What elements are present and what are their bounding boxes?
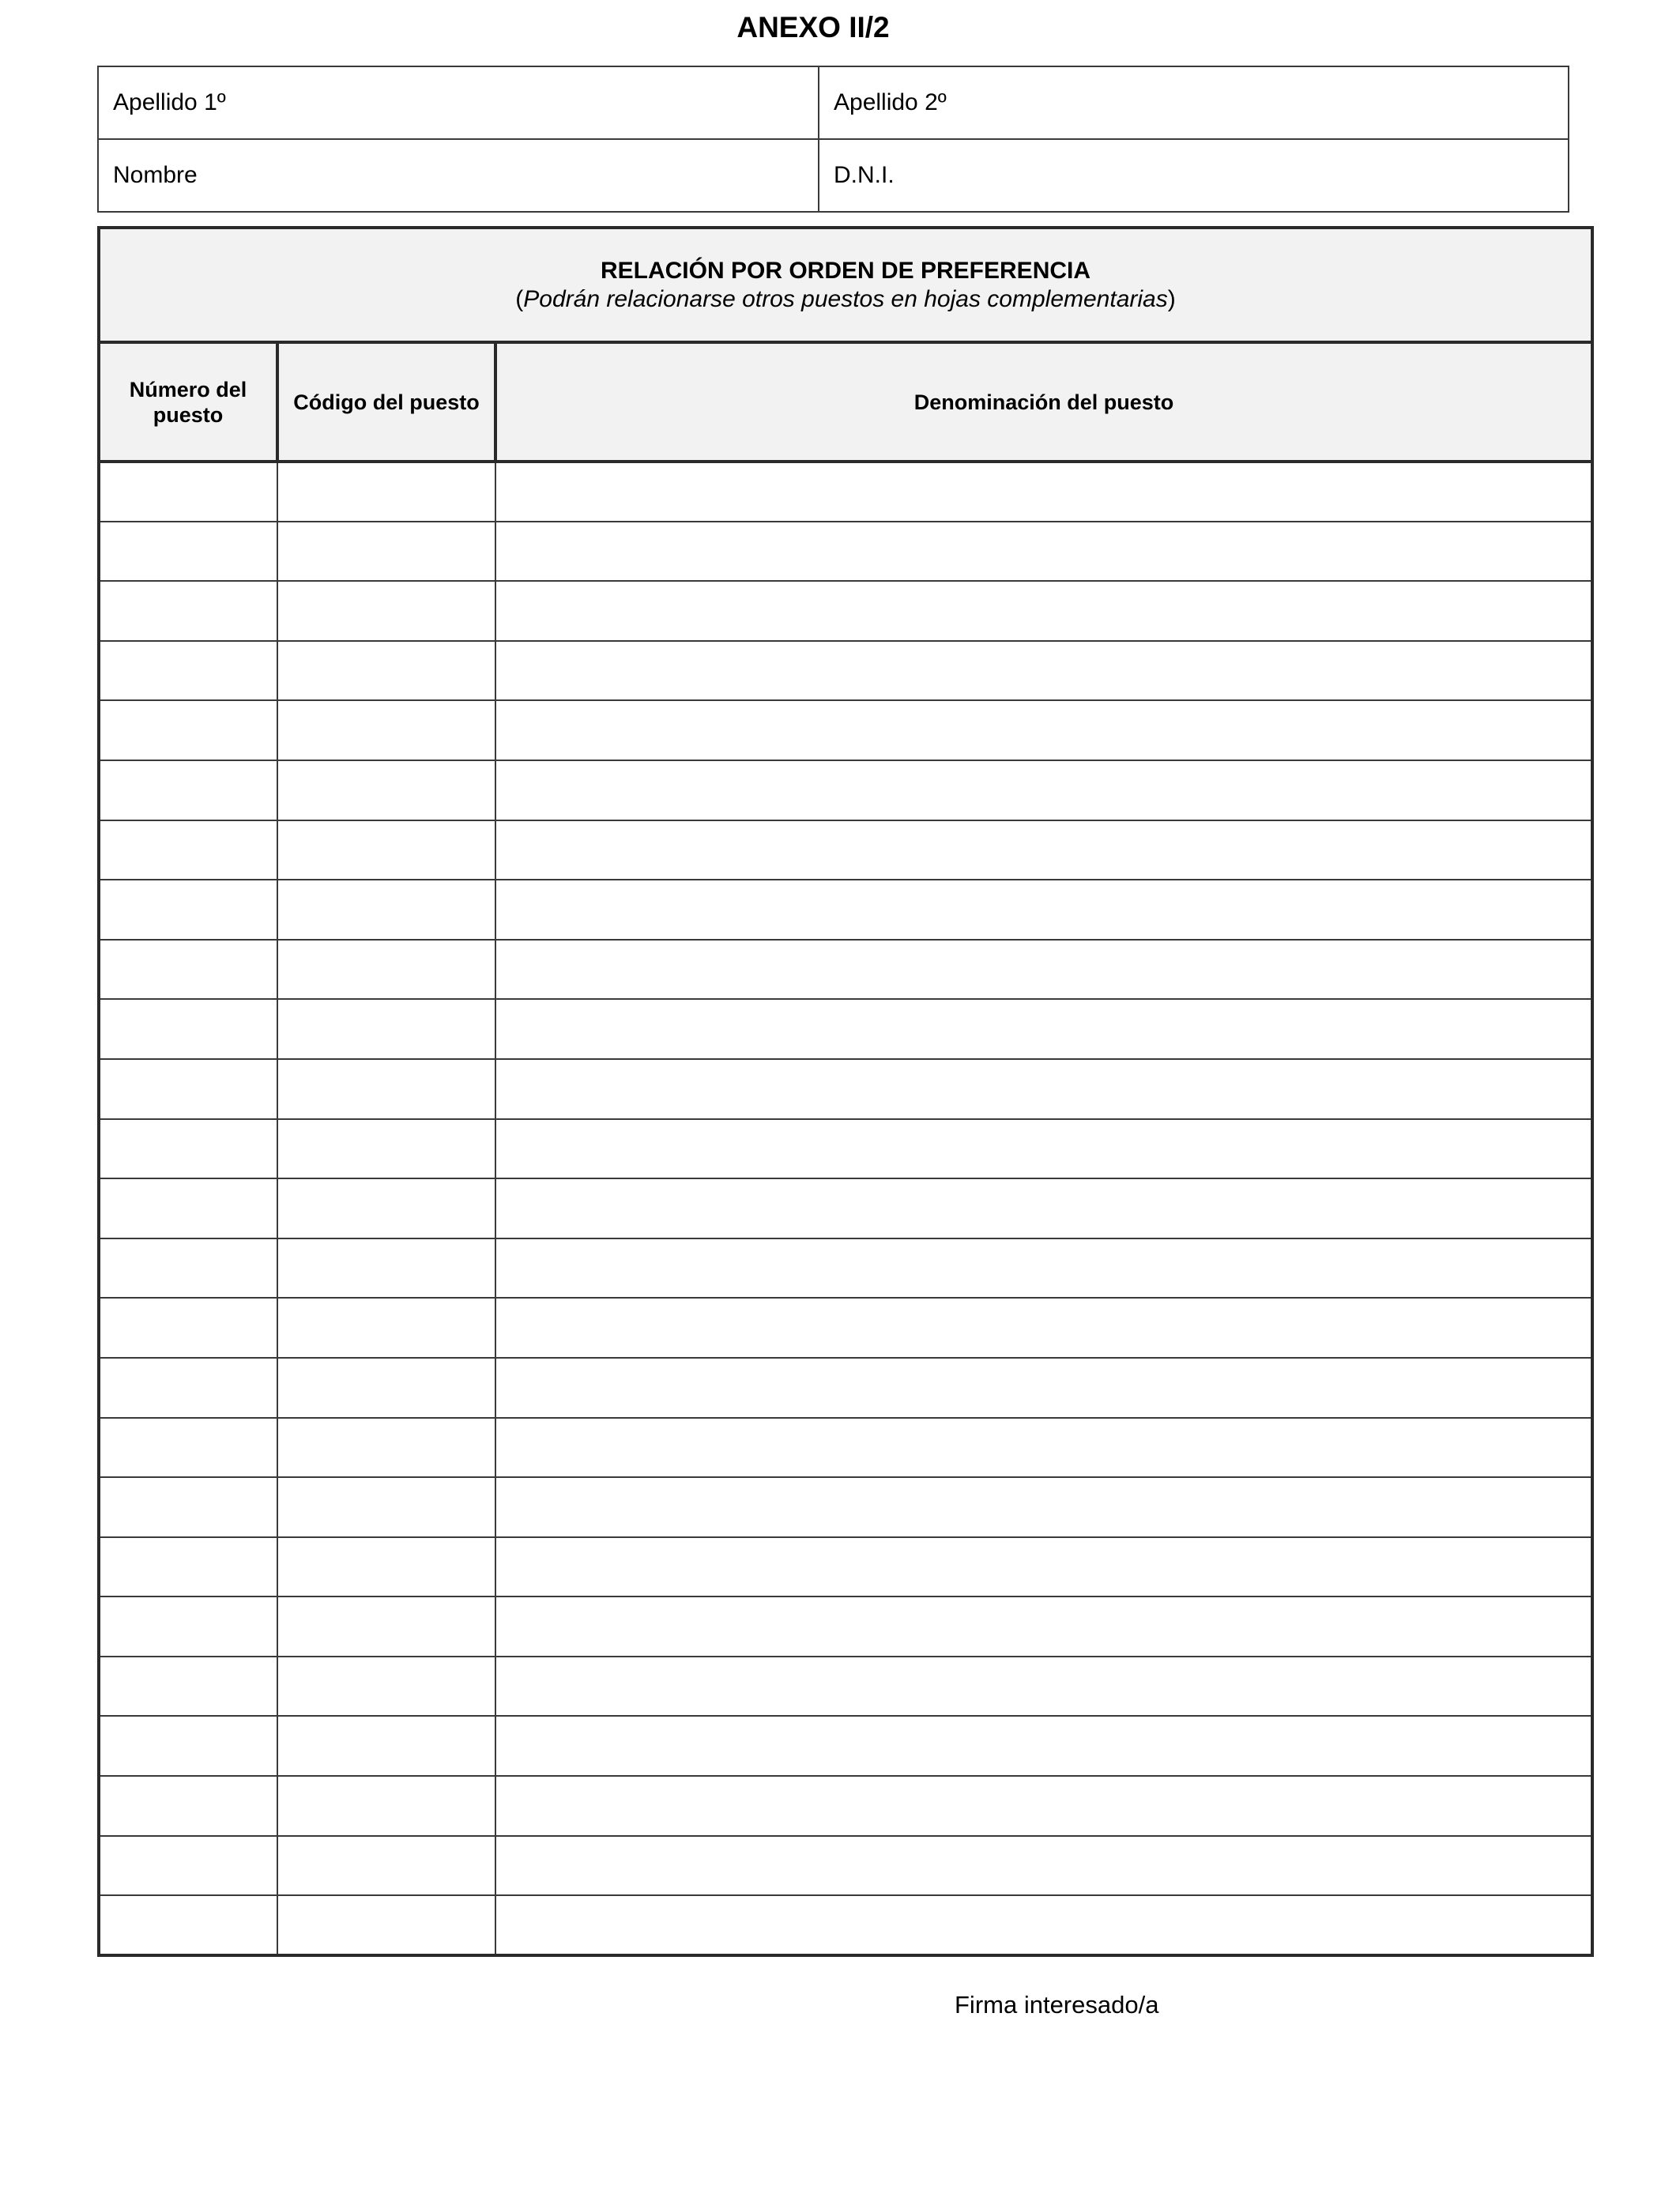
numero-cell[interactable] xyxy=(99,1836,277,1896)
table-row xyxy=(99,1716,1592,1776)
denominacion-cell[interactable] xyxy=(495,1477,1592,1537)
col-codigo-puesto: Código del puesto xyxy=(277,342,495,462)
numero-cell[interactable] xyxy=(99,1657,277,1717)
denominacion-cell[interactable] xyxy=(495,1836,1592,1896)
numero-cell[interactable] xyxy=(99,700,277,760)
denominacion-cell[interactable] xyxy=(495,1298,1592,1358)
table-row xyxy=(99,1657,1592,1717)
col-numero-puesto: Número del puesto xyxy=(99,342,277,462)
table-row xyxy=(99,1477,1592,1537)
codigo-cell[interactable] xyxy=(277,1358,495,1418)
codigo-cell[interactable] xyxy=(277,1119,495,1179)
preference-table xyxy=(97,226,1594,1957)
table-row xyxy=(99,1895,1592,1955)
table-row xyxy=(99,700,1592,760)
codigo-cell[interactable] xyxy=(277,1596,495,1657)
codigo-cell[interactable] xyxy=(277,1657,495,1717)
codigo-cell[interactable] xyxy=(277,760,495,820)
codigo-cell[interactable] xyxy=(277,1537,495,1597)
denominacion-cell[interactable] xyxy=(495,1178,1592,1238)
col-denominacion-puesto: Denominación del puesto xyxy=(495,342,1592,462)
table-row xyxy=(99,999,1592,1059)
numero-cell[interactable] xyxy=(99,1776,277,1836)
table-row xyxy=(99,1836,1592,1896)
table-row xyxy=(99,1596,1592,1657)
table-row xyxy=(99,880,1592,940)
codigo-cell[interactable] xyxy=(277,1776,495,1836)
denominacion-cell[interactable] xyxy=(495,1418,1592,1478)
codigo-cell[interactable] xyxy=(277,462,495,522)
codigo-cell[interactable] xyxy=(277,1418,495,1478)
numero-cell[interactable] xyxy=(99,880,277,940)
numero-cell[interactable] xyxy=(99,760,277,820)
subtitle-close-paren: ) xyxy=(1167,285,1176,312)
denominacion-cell[interactable] xyxy=(495,760,1592,820)
denominacion-cell[interactable] xyxy=(495,1059,1592,1119)
numero-cell[interactable] xyxy=(99,462,277,522)
denominacion-cell[interactable] xyxy=(495,462,1592,522)
denominacion-cell[interactable] xyxy=(495,1537,1592,1597)
table-row xyxy=(99,1298,1592,1358)
table-row xyxy=(99,462,1592,522)
numero-cell[interactable] xyxy=(99,1477,277,1537)
codigo-cell[interactable] xyxy=(277,1298,495,1358)
table-row xyxy=(99,641,1592,701)
denominacion-cell[interactable] xyxy=(495,1716,1592,1776)
denominacion-cell[interactable] xyxy=(495,581,1592,641)
table-row xyxy=(99,1178,1592,1238)
denominacion-cell[interactable] xyxy=(495,1895,1592,1955)
table-row xyxy=(99,1238,1592,1299)
codigo-cell[interactable] xyxy=(277,1895,495,1955)
table-row xyxy=(99,820,1592,880)
numero-cell[interactable] xyxy=(99,1119,277,1179)
denominacion-cell[interactable] xyxy=(495,700,1592,760)
nombre-field[interactable]: Nombre xyxy=(98,139,819,212)
numero-cell[interactable] xyxy=(99,1059,277,1119)
codigo-cell[interactable] xyxy=(277,1238,495,1299)
numero-cell[interactable] xyxy=(99,1716,277,1776)
apellido2-field[interactable]: Apellido 2º xyxy=(819,66,1569,139)
numero-cell[interactable] xyxy=(99,820,277,880)
subtitle-open-paren: ( xyxy=(515,285,524,312)
codigo-cell[interactable] xyxy=(277,940,495,1000)
numero-cell[interactable] xyxy=(99,1418,277,1478)
column-headers xyxy=(99,342,1592,462)
personal-row-name-dni xyxy=(98,139,1569,212)
preference-subtitle xyxy=(100,285,1591,314)
signature-label: Firma interesado/a xyxy=(955,1991,1159,2019)
table-row xyxy=(99,1776,1592,1836)
dni-field[interactable]: D.N.I. xyxy=(819,139,1569,212)
numero-cell[interactable] xyxy=(99,1298,277,1358)
denominacion-cell[interactable] xyxy=(495,940,1592,1000)
codigo-cell[interactable] xyxy=(277,999,495,1059)
codigo-cell[interactable] xyxy=(277,880,495,940)
denominacion-cell[interactable] xyxy=(495,1596,1592,1657)
table-row xyxy=(99,760,1592,820)
denominacion-cell[interactable] xyxy=(495,1119,1592,1179)
codigo-cell[interactable] xyxy=(277,641,495,701)
table-row xyxy=(99,581,1592,641)
codigo-cell[interactable] xyxy=(277,1836,495,1896)
denominacion-cell[interactable] xyxy=(495,641,1592,701)
numero-cell[interactable] xyxy=(99,581,277,641)
numero-cell[interactable] xyxy=(99,1178,277,1238)
table-row xyxy=(99,1059,1592,1119)
numero-cell[interactable] xyxy=(99,522,277,582)
numero-cell[interactable] xyxy=(99,1238,277,1299)
personal-data-table xyxy=(97,66,1569,213)
table-row xyxy=(99,1358,1592,1418)
numero-cell[interactable] xyxy=(99,1895,277,1955)
denominacion-cell[interactable] xyxy=(495,999,1592,1059)
denominacion-cell[interactable] xyxy=(495,1238,1592,1299)
numero-cell[interactable] xyxy=(99,940,277,1000)
table-row xyxy=(99,1418,1592,1478)
codigo-cell[interactable] xyxy=(277,1716,495,1776)
subtitle-text: Podrán relacionarse otros puestos en hojas complementarias xyxy=(523,285,1168,312)
denominacion-cell[interactable] xyxy=(495,1776,1592,1836)
table-row xyxy=(99,1537,1592,1597)
preference-rows xyxy=(99,462,1592,1955)
table-row xyxy=(99,522,1592,582)
apellido1-field[interactable]: Apellido 1º xyxy=(98,66,819,139)
denominacion-cell[interactable] xyxy=(495,820,1592,880)
denominacion-cell[interactable] xyxy=(495,522,1592,582)
numero-cell[interactable] xyxy=(99,641,277,701)
codigo-cell[interactable] xyxy=(277,1059,495,1119)
codigo-cell[interactable] xyxy=(277,522,495,582)
codigo-cell[interactable] xyxy=(277,1477,495,1537)
preference-title: RELACIÓN POR ORDEN DE PREFERENCIA xyxy=(600,257,1091,284)
page-title: ANEXO II/2 xyxy=(736,11,890,43)
numero-cell[interactable] xyxy=(99,1596,277,1657)
codigo-cell[interactable] xyxy=(277,700,495,760)
denominacion-cell[interactable] xyxy=(495,1657,1592,1717)
denominacion-cell[interactable] xyxy=(495,1358,1592,1418)
personal-row-surnames xyxy=(98,66,1569,139)
denominacion-cell[interactable] xyxy=(495,880,1592,940)
preference-table-header xyxy=(99,228,1592,342)
numero-cell[interactable] xyxy=(99,999,277,1059)
codigo-cell[interactable] xyxy=(277,581,495,641)
numero-cell[interactable] xyxy=(99,1537,277,1597)
table-row xyxy=(99,940,1592,1000)
preference-header-cell xyxy=(99,228,1592,342)
numero-cell[interactable] xyxy=(99,1358,277,1418)
codigo-cell[interactable] xyxy=(277,1178,495,1238)
table-row xyxy=(99,1119,1592,1179)
codigo-cell[interactable] xyxy=(277,820,495,880)
